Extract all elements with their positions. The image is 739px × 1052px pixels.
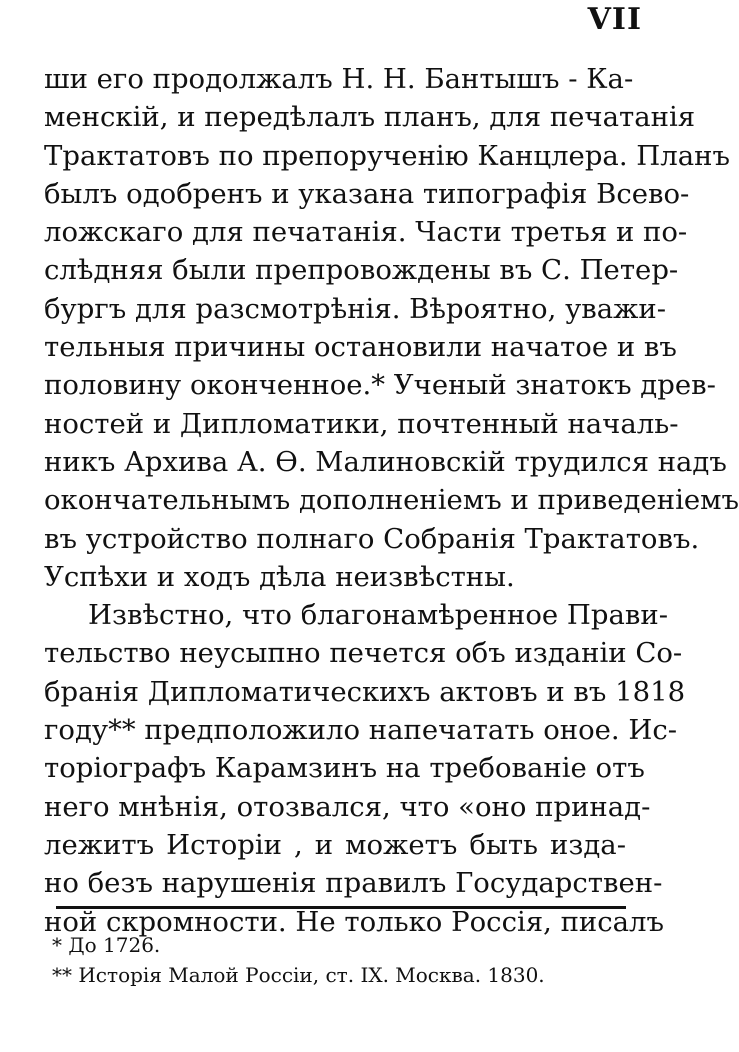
text-line: менскій, и передѣлалъ планъ, для печатанія (44, 101, 696, 134)
text-line: половину оконченное.* Ученый знатокъ древ- (44, 369, 716, 402)
text-line: но безъ нарушенія правилъ Государствен- (44, 867, 663, 900)
text-line: окончательнымъ дополненіемъ и приведеніемъ (44, 484, 739, 517)
text-line: ши его продолжалъ Н. Н. Бантышъ - Ка- (44, 63, 634, 95)
body-text (44, 60, 739, 941)
text-line: ностей и Дипломатики, почтенный началь- (44, 407, 679, 440)
text-line: тельство неусыпно печется объ изданіи Со- (44, 637, 683, 670)
text-line: Успѣхи и ходъ дѣла неизвѣстны. (44, 560, 515, 593)
text-line: бранія Дипломатическихъ актовъ и въ 1818 (44, 675, 686, 708)
text-line: бургъ для разсмотрѣнія. Вѣроятно, уважи- (44, 292, 667, 325)
footnote: * До 1726. (52, 933, 161, 957)
text-line: торіографъ Карамзинъ на требованіе отъ (44, 752, 645, 785)
page-number: VII (587, 2, 642, 37)
footnotes (52, 930, 632, 990)
text-line: него мнѣнія, отозвался, что «оно принад- (44, 790, 651, 823)
text-line: слѣдняя были препровождены въ С. Петер- (44, 254, 679, 287)
text-line: тельныя причины остановили начатое и въ (44, 331, 677, 364)
text-line: никъ Архива А. Ѳ. Малиновскій трудился надъ (44, 445, 727, 478)
text-line: ложскаго для печатанія. Части третья и по- (44, 216, 688, 249)
footnote-divider (56, 906, 626, 909)
text-line: лежитъ Исторіи , и можетъ быть издa- (44, 828, 626, 861)
paragraph-2 (44, 596, 686, 941)
footnote: ** Исторія Малой Россіи, ст. IX. Москва. 1830. (52, 963, 545, 987)
text-line: ной скромности. Не только Россія, писалъ (44, 905, 665, 938)
text-line: былъ одобренъ и указана типографія Всево- (44, 177, 690, 210)
text-line: году** предположило напечатать оное. Ис- (44, 714, 678, 747)
paragraph-1 (44, 60, 739, 596)
text-line: Извѣстно, что благонамѣренное Прави- (88, 599, 668, 632)
text-line: Трактатовъ по препорученію Канцлера. Планъ (44, 139, 730, 172)
text-line: въ устройство полнаго Собранія Трактатовъ. (44, 522, 700, 555)
